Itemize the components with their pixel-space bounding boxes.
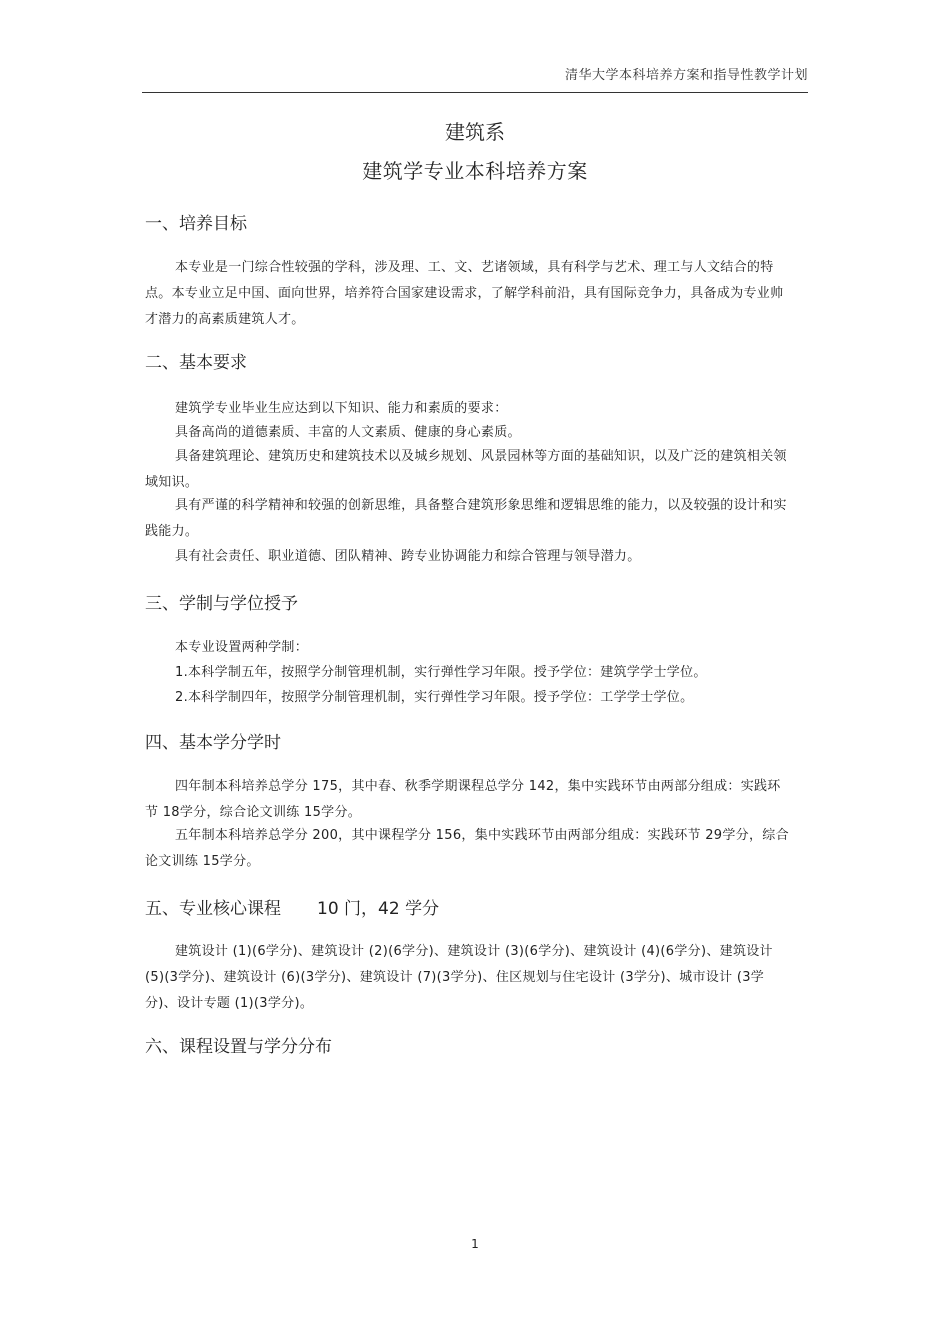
section-heading-degree: 三、学制与学位授予 bbox=[145, 594, 298, 614]
section-heading-objectives: 一、培养目标 bbox=[145, 214, 247, 234]
core-courses-count: 10 门，42 学分 bbox=[317, 899, 440, 919]
objectives-paragraph: 本专业是一门综合性较强的学科，涉及理、工、文、艺诸领域，具有科学与艺术、理工与人文结合的特点。本专业立足中国、面向世界，培养符合国家建设需求，了解学科前沿，具有国际竞争力，具备成为专业帅才潜力的高素质建筑人才。 bbox=[145, 260, 784, 327]
program-title: 建筑学专业本科培养方案 bbox=[362, 159, 588, 183]
core-courses-list: 建筑设计 (1)(6学分)、建筑设计 (2)(6学分)、建筑设计 (3)(6学分)、建筑设计 (4)(6学分)、建筑设计 (5)(3学分)、建筑设计 (6)(3学分)、建筑设计 (7)(3学分)、住区规划与住宅设计 (3学分)、城市设计 (3学分)、设计专题 (1)(3学分)。 bbox=[145, 944, 773, 1011]
department-title: 建筑系 bbox=[445, 120, 505, 144]
degree-item: 1.本科学制五年，按照学分制管理机制，实行弹性学习年限。授予学位：建筑学学士学位。 bbox=[175, 665, 707, 680]
requirement-item: 具有严谨的科学精神和较强的创新思维，具备整合建筑形象思维和逻辑思维的能力，以及较强的设计和实践能力。 bbox=[145, 498, 787, 539]
page-header bbox=[142, 68, 808, 93]
core-courses-heading-text: 五、专业核心课程 bbox=[145, 899, 281, 919]
credits-four-year: 四年制本科培养总学分 175，其中春、秋季学期课程总学分 142，集中实践环节由两部分组成：实践环节 18学分，综合论文训练 15学分。 bbox=[145, 779, 781, 820]
requirements-intro: 建筑学专业毕业生应达到以下知识、能力和素质的要求： bbox=[175, 401, 508, 416]
section-heading-core-courses bbox=[145, 897, 439, 921]
degree-intro: 本专业设置两种学制： bbox=[175, 640, 309, 655]
section-heading-curriculum: 六、课程设置与学分分布 bbox=[145, 1037, 332, 1057]
credits-five-year: 五年制本科培养总学分 200，其中课程学分 156，集中实践环节由两部分组成：实践环节 29学分，综合论文训练 15学分。 bbox=[145, 828, 789, 869]
section-heading-credits: 四、基本学分学时 bbox=[145, 733, 281, 753]
requirement-item: 具有社会责任、职业道德、团队精神、跨专业协调能力和综合管理与领导潜力。 bbox=[175, 549, 641, 564]
running-title: 清华大学本科培养方案和指导性教学计划 bbox=[564, 68, 808, 83]
section-heading-requirements: 二、基本要求 bbox=[145, 353, 247, 373]
requirement-item: 具备建筑理论、建筑历史和建筑技术以及城乡规划、风景园林等方面的基础知识，以及广泛的建筑相关领域知识。 bbox=[145, 449, 787, 490]
page-number: 1 bbox=[471, 1237, 479, 1251]
degree-item: 2.本科学制四年，按照学分制管理机制，实行弹性学习年限。授予学位：工学学士学位。 bbox=[175, 690, 694, 705]
requirement-item: 具备高尚的道德素质、丰富的人文素质、健康的身心素质。 bbox=[175, 425, 521, 440]
